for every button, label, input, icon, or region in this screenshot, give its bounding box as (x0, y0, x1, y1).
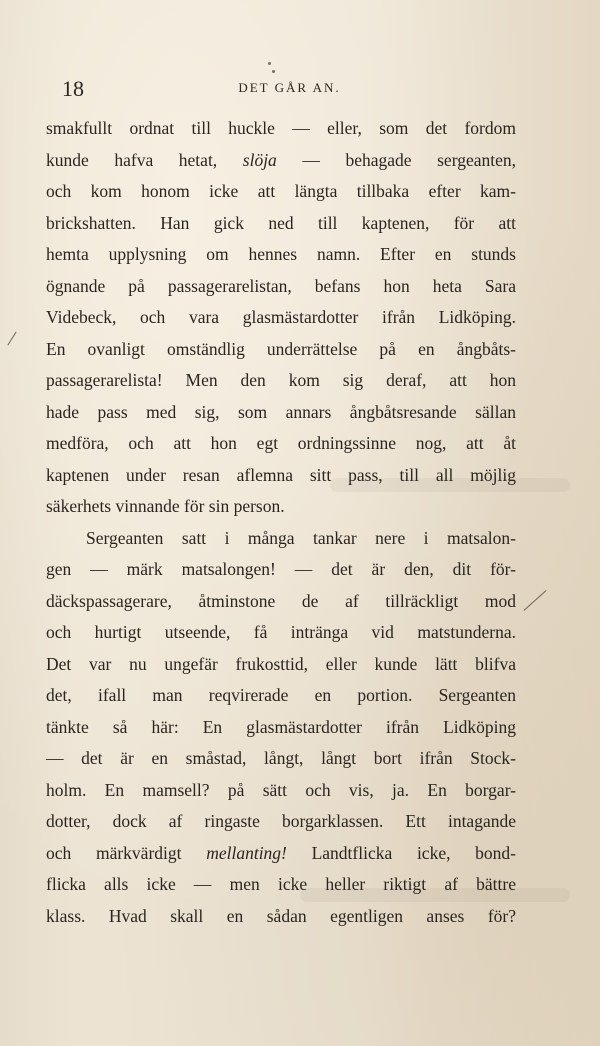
text-span: dotter, dock af ringaste borgarklassen. Ett intagande (46, 811, 516, 831)
text-span: säkerhets vinnande för sin person. (46, 496, 285, 516)
text-line (46, 113, 516, 145)
text-line (46, 523, 516, 555)
text-span: passagerarelista! Men den kom sig deraf, att hon (46, 370, 516, 390)
text-line (46, 901, 516, 933)
running-head: DET GÅR AN. (238, 80, 341, 95)
text-span: och märkvärdigt (46, 842, 207, 863)
ink-speck (268, 62, 271, 65)
text-span: Landtflicka icke, bond- (286, 842, 516, 863)
text-span: Videbeck, och vara glasmästardotter ifrån Lidköping. (46, 307, 516, 327)
text-span: Det var nu ungefär frukosttid, eller kunde lätt blifva (46, 653, 516, 674)
text-line (46, 712, 516, 744)
text-line (46, 586, 516, 618)
text-line (46, 806, 516, 838)
italic-text: slöja (242, 149, 277, 170)
text-span: flicka alls icke — men icke heller riktigt af bättre (46, 874, 516, 894)
text-span: kunde hafva hetat, (46, 149, 243, 170)
text-span: holm. En mamsell? på sätt och vis, ja. En borgar- (46, 779, 516, 800)
text-line (46, 617, 516, 649)
text-span: brickshatten. Han gick ned till kaptenen, för att (46, 212, 516, 233)
text-span: En ovanligt omständlig underrättelse på en ångbåts- (46, 338, 516, 359)
text-line (46, 838, 516, 870)
text-line (46, 775, 516, 807)
text-span: Sergeanten satt i många tankar nere i matsalon- (86, 527, 516, 548)
text-span: och kom honom icke att längta tillbaka efter kam- (46, 181, 516, 201)
text-span: hade pass med sig, som annars ångbåtsresande sällan (46, 401, 516, 422)
page-number: 18 (62, 76, 84, 101)
text-line (46, 554, 516, 586)
text-line (46, 680, 516, 712)
text-line (46, 271, 516, 303)
text-line (46, 428, 516, 460)
text-line (46, 302, 516, 334)
text-line (46, 208, 516, 240)
text-line (46, 869, 516, 901)
text-line (46, 365, 516, 397)
italic-text: mellanting! (206, 842, 287, 863)
text-span: klass. Hvad skall en sådan egentligen anses för? (46, 905, 516, 926)
text-line (46, 491, 516, 523)
text-line (46, 334, 516, 366)
margin-pencil-mark (7, 331, 16, 345)
margin-pencil-mark (524, 590, 547, 611)
text-line (46, 239, 516, 271)
text-span: kaptenen under resan aflemna sitt pass, till all möjlig (46, 464, 516, 485)
text-line (46, 649, 516, 681)
text-line (46, 460, 516, 492)
text-span: hemta upplysning om hennes namn. Efter en stunds (46, 244, 516, 264)
text-span: däckspassagerare, åtminstone de af tillräckligt mod (46, 590, 516, 611)
text-line (46, 176, 516, 208)
text-span: ögnande på passagerarelistan, befans hon heta Sara (46, 275, 516, 296)
text-span: — behagade sergeanten, (276, 149, 517, 170)
text-line (46, 397, 516, 429)
text-line (46, 145, 516, 177)
text-span: tänkte så här: En glasmästardotter ifrån Lidköping (46, 716, 516, 737)
text-span: smakfullt ordnat till huckle — eller, som det fordom (46, 118, 516, 138)
text-span: gen — märk matsalongen! — det är den, dit för- (46, 559, 516, 579)
body-text (46, 113, 516, 932)
text-line (46, 743, 516, 775)
text-span: och hurtigt utseende, få intränga vid matstunderna. (46, 622, 516, 642)
text-span: det, ifall man reqvirerade en portion. Sergeanten (46, 685, 516, 705)
text-span: — det är en småstad, långt, långt bort ifrån Stock- (46, 748, 516, 768)
text-span: medföra, och att hon egt ordningssinne nog, att åt (46, 433, 516, 453)
page-header (62, 76, 517, 104)
ink-speck (272, 70, 275, 73)
